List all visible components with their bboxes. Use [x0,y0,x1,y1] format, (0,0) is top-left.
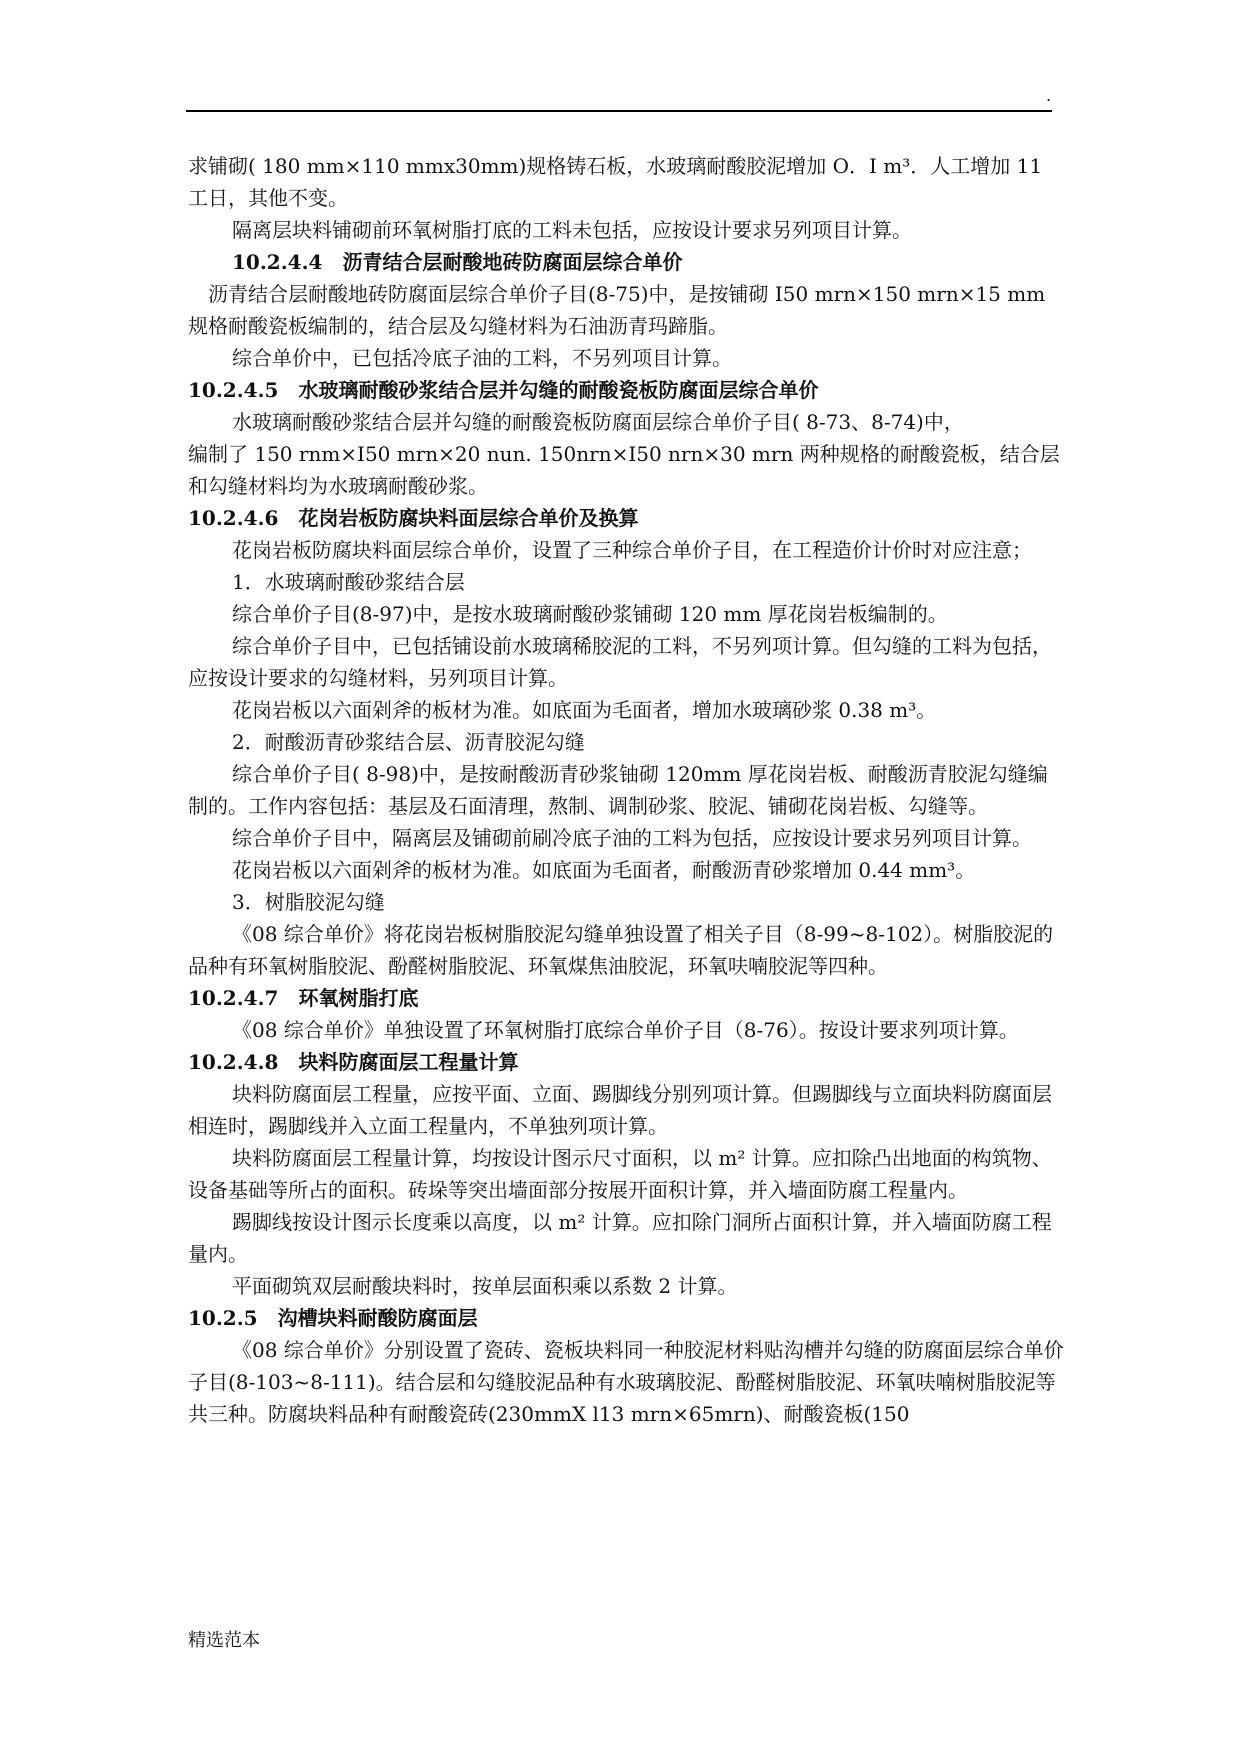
section-heading: 10.2.5 沟槽块料耐酸防腐面层 [188,1306,478,1330]
paragraph: 水玻璃耐酸砂浆结合层并勾缝的耐酸瓷板防腐面层综合单价子目( 8-73、8-74)中， [232,410,964,434]
paragraph: 《08 综合单价》分别设置了瓷砖、瓷板块料同一种胶泥材料贴沟槽并勾缝的防腐面层综合单价子目(8-103~8-111)。结合层和勾缝胶泥品种有水玻璃胶泥、酚醛树脂胶泥、环氧呋喃树脂胶泥等共三种。防腐块料品种有耐酸瓷砖(230mmX l13 mrn×65mrn)、耐酸瓷板(150 [188,1338,1064,1426]
paragraph: 沥青结合层耐酸地砖防腐面层综合单价子目(8-75)中，是按铺砌 I50 mrn×150 mrn×15 mm 规格耐酸瓷板编制的，结合层及勾缝材料为石油沥青玛蹄脂。 [188,282,1046,338]
paragraph: 踢脚线按设计图示长度乘以高度，以 m² 计算。应扣除门洞所占面积计算，并入墙面防腐工程量内。 [188,1210,1052,1266]
paragraph: 块料防腐面层工程量计算，均按设计图示尺寸面积，以 m² 计算。应扣除凸出地面的构筑物、设备基础等所占的面积。砖垛等突出墙面部分按展开面积计算，并入墙面防腐工程量内。 [188,1146,1052,1202]
paragraph: 综合单价子目( 8-98)中，是按耐酸沥青砂浆铀砌 120mm 厚花岗岩板、耐酸沥青胶泥勾缝编制的。工作内容包括：基层及石面清理，熬制、调制砂浆、胶泥、铺砌花岗岩板、勾缝等。 [188,762,1048,818]
paragraph: 《08 综合单价》将花岗岩板树脂胶泥勾缝单独设置了相关子目（8-99~8-102）。树脂胶泥的品种有环氧树脂胶泥、酚醛树脂胶泥、环氧煤焦油胶泥，环氧呋喃胶泥等四种。 [188,922,1054,978]
paragraph: 《08 综合单价》单独设置了环氧树脂打底综合单价子目（8-76）。按设计要求列项计算。 [232,1018,1019,1042]
header-rule [186,110,1052,112]
section-heading: 10.2.4.4 沥青结合层耐酸地砖防腐面层综合单价 [232,250,683,274]
list-heading: 1．水玻璃耐酸砂浆结合层 [232,570,465,594]
section-heading: 10.2.4.7 环氧树脂打底 [188,986,419,1010]
paragraph: 花岗岩板以六面剁斧的板材为准。如底面为毛面者，增加水玻璃砂浆 0.38 m³。 [232,698,937,722]
paragraph: 隔离层块料铺砌前环氧树脂打底的工料未包括，应按设计要求另列项目计算。 [232,218,912,242]
document-body [188,150,1064,1430]
paragraph: 花岗岩板以六面剁斧的板材为准。如底面为毛面者，耐酸沥青砂浆增加 0.44 mm³。 [232,858,976,882]
paragraph: 综合单价子目中，隔离层及铺砌前刷冷底子油的工料为包括，应按设计要求另列项目计算。 [232,826,1032,850]
paragraph: 综合单价子目(8-97)中，是按水玻璃耐酸砂浆铺砌 120 mm 厚花岗岩板编制的。 [232,602,948,626]
paragraph: 块料防腐面层工程量，应按平面、立面、踢脚线分别列项计算。但踢脚线与立面块料防腐面层相连时，踢脚线并入立面工程量内，不单独列项计算。 [188,1082,1052,1138]
paragraph: 花岗岩板防腐块料面层综合单价，设置了三种综合单价子目，在工程造价计价时对应注意； [232,538,1032,562]
paragraph: 平面砌筑双层耐酸块料时，按单层面积乘以系数 2 计算。 [232,1274,738,1298]
paragraph: 编制了 150 rnm×I50 mrn×20 nun. 150nrn×I50 nrn×30 mrn 两种规格的耐酸瓷板，结合层和勾缝材料均为水玻璃耐酸砂浆。 [188,442,1060,498]
section-heading: 10.2.4.6 花岗岩板防腐块料面层综合单价及换算 [188,506,639,530]
section-heading: 10.2.4.5 水玻璃耐酸砂浆结合层并勾缝的耐酸瓷板防腐面层综合单价 [188,378,819,402]
header-dot: . [1046,86,1052,105]
paragraph: 综合单价中，已包括冷底子油的工料，不另列项目计算。 [232,346,732,370]
section-heading: 10.2.4.8 块料防腐面层工程量计算 [188,1050,519,1074]
list-heading: 3．树脂胶泥勾缝 [232,890,385,914]
paragraph: 综合单价子目中，已包括铺设前水玻璃稀胶泥的工料，不另列项计算。但勾缝的工料为包括，应按设计要求的勾缝材料，另列项目计算。 [188,634,1052,690]
page-footer: 精选范本 [188,1630,260,1651]
list-heading: 2．耐酸沥青砂浆结合层、沥青胶泥勾缝 [232,730,585,754]
paragraph: 求铺砌( 180 mm×110 mmx30mm)规格铸石板，水玻璃耐酸胶泥增加 O．I m³．人工增加 11 工日，其他不变。 [188,154,1043,210]
